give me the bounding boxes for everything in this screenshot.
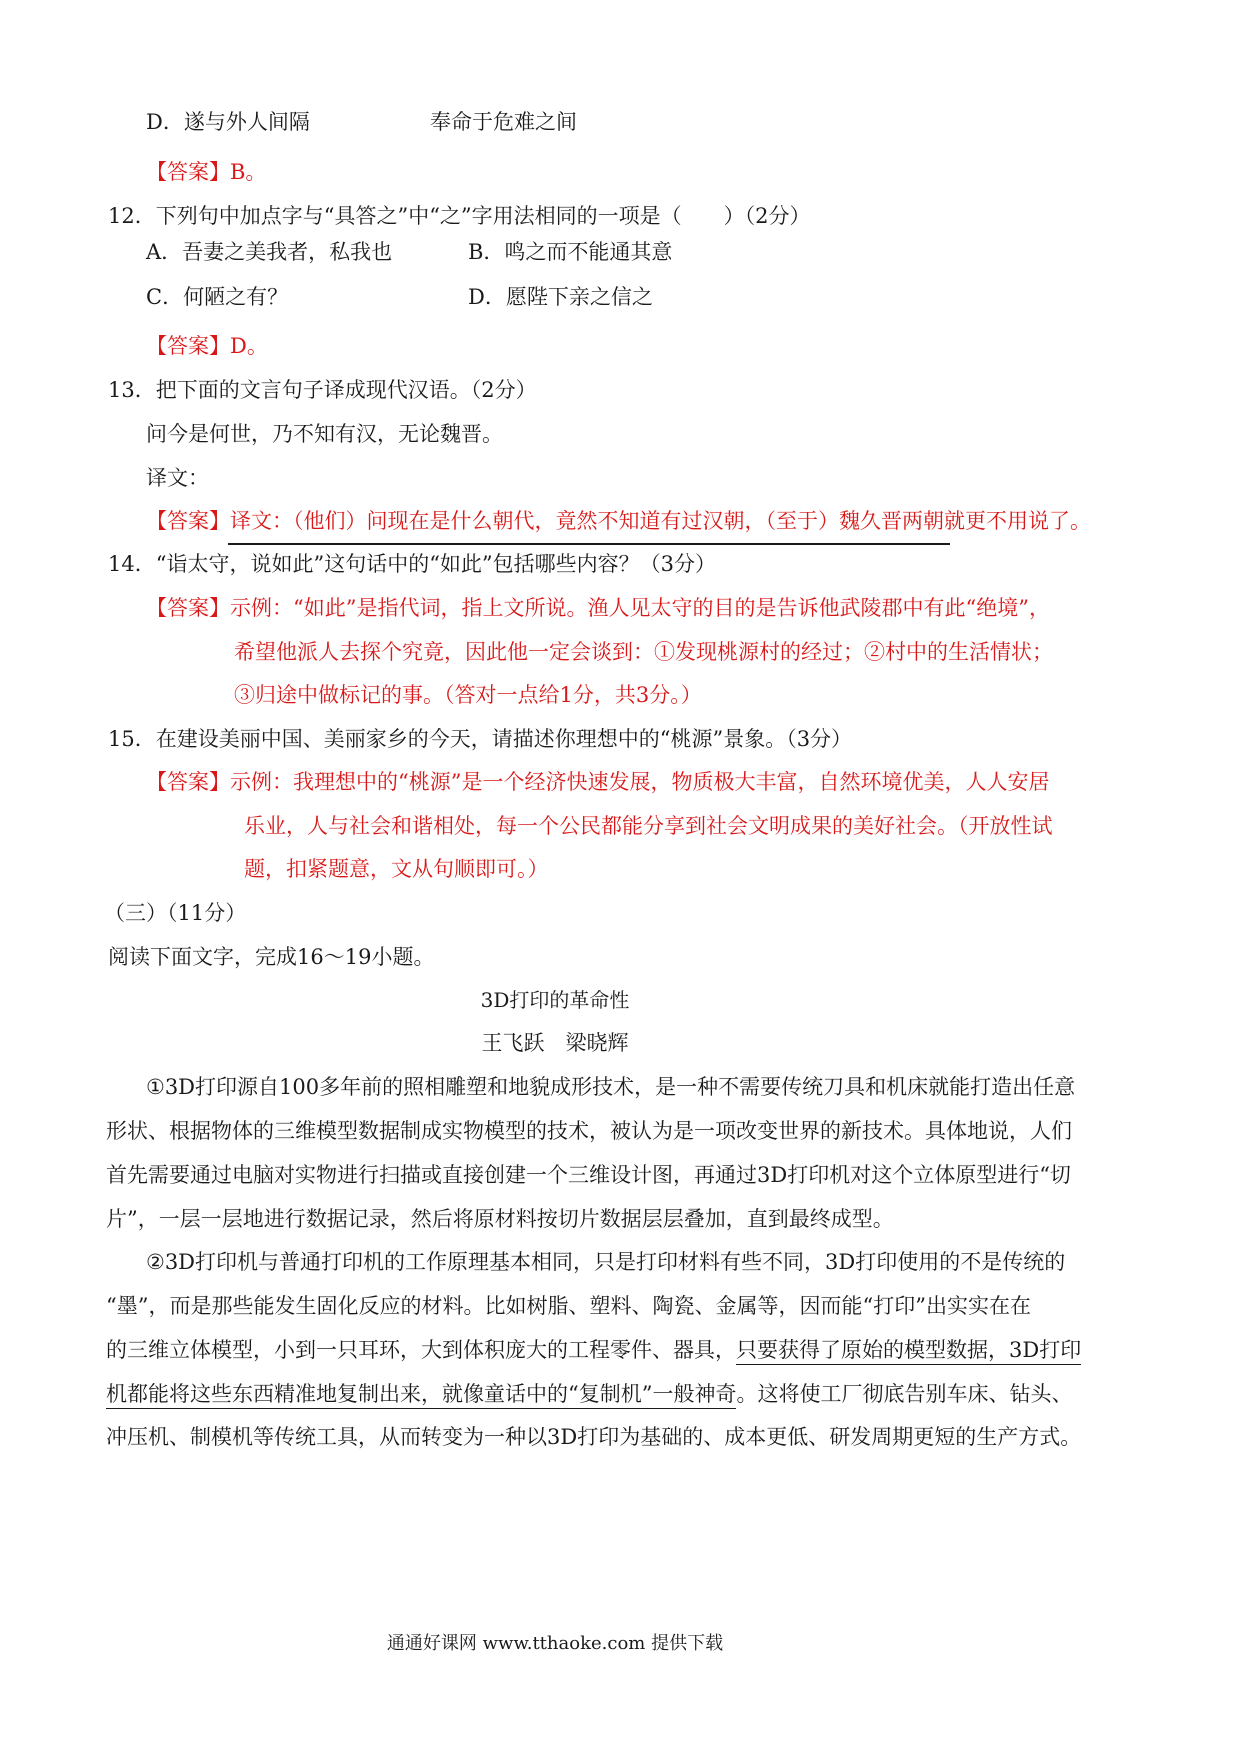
section3-heading: （三）（11分）: [104, 901, 247, 925]
q12-answer: 【答案】D。: [146, 334, 268, 358]
para2-line1: ②3D打印机与普通打印机的工作原理基本相同，只是打印材料有些不同，3D打印使用的不是传统的: [146, 1250, 1066, 1274]
q14-answer-line1: 【答案】示例：“如此”是指代词，指上文所说。渔人见太守的目的是告诉他武陵郡中有此“绝境”，: [146, 596, 1050, 620]
para1-line3: 首先需要通过电脑对实物进行扫描或直接创建一个三维设计图，再通过3D打印机对这个立体原型进行“切: [106, 1163, 1071, 1187]
q11-option-d-b: 奉命于危难之间: [430, 110, 577, 134]
q12-option-b: B．鸣之而不能通其意: [468, 240, 673, 264]
q11-answer: 【答案】B。: [146, 160, 267, 184]
q12-option-d: D．愿陛下亲之信之: [468, 285, 653, 309]
page-footer: 通通好课网 www.tthaoke.com 提供下载: [386, 1633, 724, 1654]
para1-line1: ①3D打印源自100多年前的照相雕塑和地貌成形技术，是一种不需要传统刀具和机床就能打造出任意: [146, 1075, 1076, 1099]
q11-option-d-a: D．遂与外人间隔: [146, 110, 310, 134]
q15-answer-line1: 【答案】示例：我理想中的“桃源”是一个经济快速发展，物质极大丰富，自然环境优美，人人安居: [146, 770, 1050, 794]
q14-answer-line2: 希望他派人去探个究竟，因此他一定会谈到：①发现桃源村的经过；②村中的生活情状；: [234, 640, 1053, 664]
q13-stem: 13．把下面的文言句子译成现代汉语。（2分）: [108, 378, 537, 402]
article-authors: 王飞跃 梁晓辉: [481, 1031, 629, 1055]
para2-line5: 冲压机、制模机等传统工具，从而转变为一种以3D打印为基础的、成本更低、研发周期更短的生产方式。: [106, 1425, 1082, 1449]
q14-answer-line3: ③归途中做标记的事。（答对一点给1分，共3分。）: [234, 683, 702, 707]
para2-line3: [106, 1335, 1081, 1365]
q15-answer-line3: 题，扣紧题意，文从句顺即可。）: [244, 857, 549, 881]
article-title: 3D打印的革命性: [480, 988, 630, 1012]
q12-option-c: C．何陋之有？: [146, 285, 289, 309]
para1-line4: 片”，一层一层地进行数据记录，然后将原材料按切片数据层层叠加，直到最终成型。: [106, 1207, 894, 1231]
para2-underlined-phrase-b: 机都能将这些东西精准地复制出来，就像童话中的“复制机”一般神奇: [106, 1382, 736, 1409]
para2-line2: “墨”，而是那些能发生固化反应的材料。比如树脂、塑料、陶瓷、金属等，因而能“打印”出实实在在: [106, 1294, 1031, 1318]
para1-line2: 形状、根据物体的三维模型数据制成实物模型的技术，被认为是一项改变世界的新技术。具体地说，人们: [106, 1119, 1072, 1143]
q13-sentence: 问今是何世，乃不知有汉，无论魏晋。: [146, 422, 503, 446]
para2-line4-text: 。这将使工厂彻底告别车床、钻头、: [736, 1382, 1073, 1406]
q14-stem: 14．“诣太守，说如此”这句话中的“如此”包括哪些内容？（3分）: [108, 552, 717, 576]
q12-option-a: A．吾妻之美我者，私我也: [146, 240, 393, 264]
q13-answer-blank: [228, 543, 950, 545]
para2-line3-text: 的三维立体模型，小到一只耳环，大到体积庞大的工程零件、器具，: [106, 1338, 736, 1362]
q12-stem: 12．下列句中加点字与“具答之”中“之”字用法相同的一项是（ ）（2分）: [108, 204, 811, 228]
section3-instruction: 阅读下面文字，完成16～19小题。: [108, 945, 435, 969]
para2-line4: [106, 1379, 1072, 1409]
q15-answer-line2: 乐业，人与社会和谐相处，每一个公民都能分享到社会文明成果的美好社会。（开放性试: [244, 814, 1053, 838]
para2-underlined-phrase-a: 只要获得了原始的模型数据，3D打印: [736, 1338, 1081, 1365]
q15-stem: 15．在建设美丽中国、美丽家乡的今天，请描述你理想中的“桃源”景象。（3分）: [108, 727, 853, 751]
q13-translation-label: 译文：: [146, 466, 209, 490]
q13-answer: 【答案】译文：（他们）问现在是什么朝代，竟然不知道有过汉朝，（至于）魏久晋两朝就更不用说了。: [146, 509, 1091, 533]
